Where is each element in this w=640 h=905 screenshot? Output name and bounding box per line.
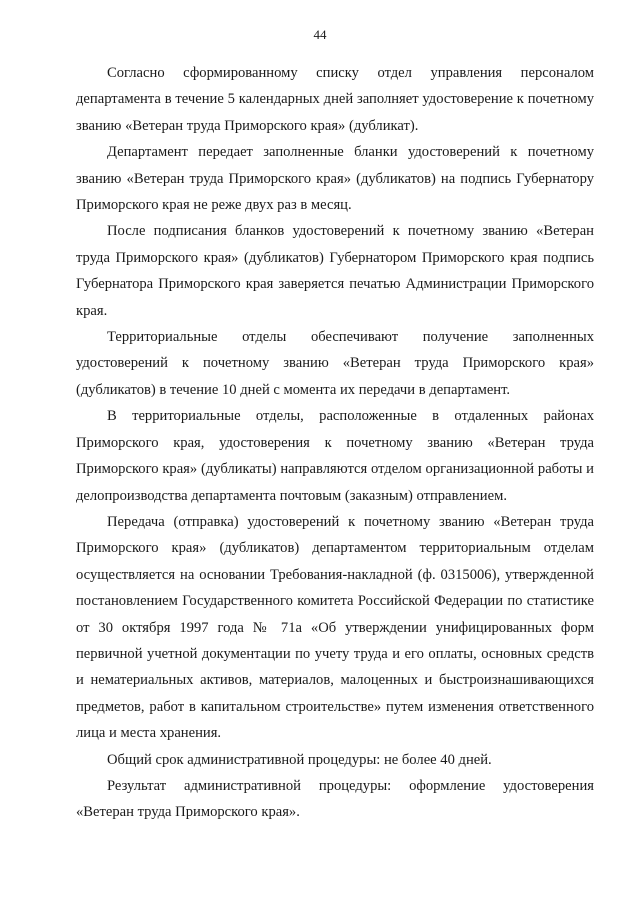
paragraph-1: Согласно сформированному списку отдел управления персоналом департамента в течение 5 календарных дней заполняет удостоверение к почетному званию «Ветеран труда Приморского края» (дубликат). — [76, 65, 594, 134]
paragraph-2: Департамент передает заполненные бланки удостоверений к почетному званию «Ветеран труда Приморского края» (дубликатов) на подпись Губернатору Приморского края не реже двух раз в месяц. — [76, 144, 594, 214]
paragraph-6: Передача (отправка) удостоверений к почетному званию «Ветеран труда Приморского края» (дубликатов) департаментом территориальным отделам осуществляется на основании Требования-накладной (ф. 0315006), утвержденной постановлением Государственного комитета Российской Федерации по статистике от 30 октября 1997 года № 71а «Об утверждении унифицированных форм первичной учетной документации по учету труда и его оплаты, основных средств и нематериальных активов, материалов, малоценных и быстроизнашивающихся предметов, работ в капитальном строительстве» путем изменения ответственного лица и места хранения. — [76, 513, 594, 742]
paragraph-4: Территориальные отделы обеспечивают получение заполненных удостоверений к почетному званию «Ветеран труда Приморского края» (дубликатов) в течение 10 дней с момента их передачи в департамент. — [76, 329, 594, 398]
paragraph-7: Общий срок административной процедуры: не более 40 дней. — [107, 751, 492, 768]
page-number: 44 — [313, 27, 327, 42]
document-body — [76, 60, 594, 826]
paragraph-8: Результат административной процедуры: оформление удостоверения «Ветеран труда Приморского края». — [76, 777, 594, 821]
paragraph-5: В территориальные отделы, расположенные в отдаленных районах Приморского края, удостоверения к почетному званию «Ветеран труда Приморского края» (дубликаты) направляются отделом организационной работы и делопроизводства департамента почтовым (заказным) отправлением. — [76, 408, 594, 504]
paragraph-3: После подписания бланков удостоверений к почетному званию «Ветеран труда Приморского края» (дубликатов) Губернатором Приморского края подпись Губернатора Приморского края заверяется печатью Администрации Приморского края. — [76, 223, 594, 319]
